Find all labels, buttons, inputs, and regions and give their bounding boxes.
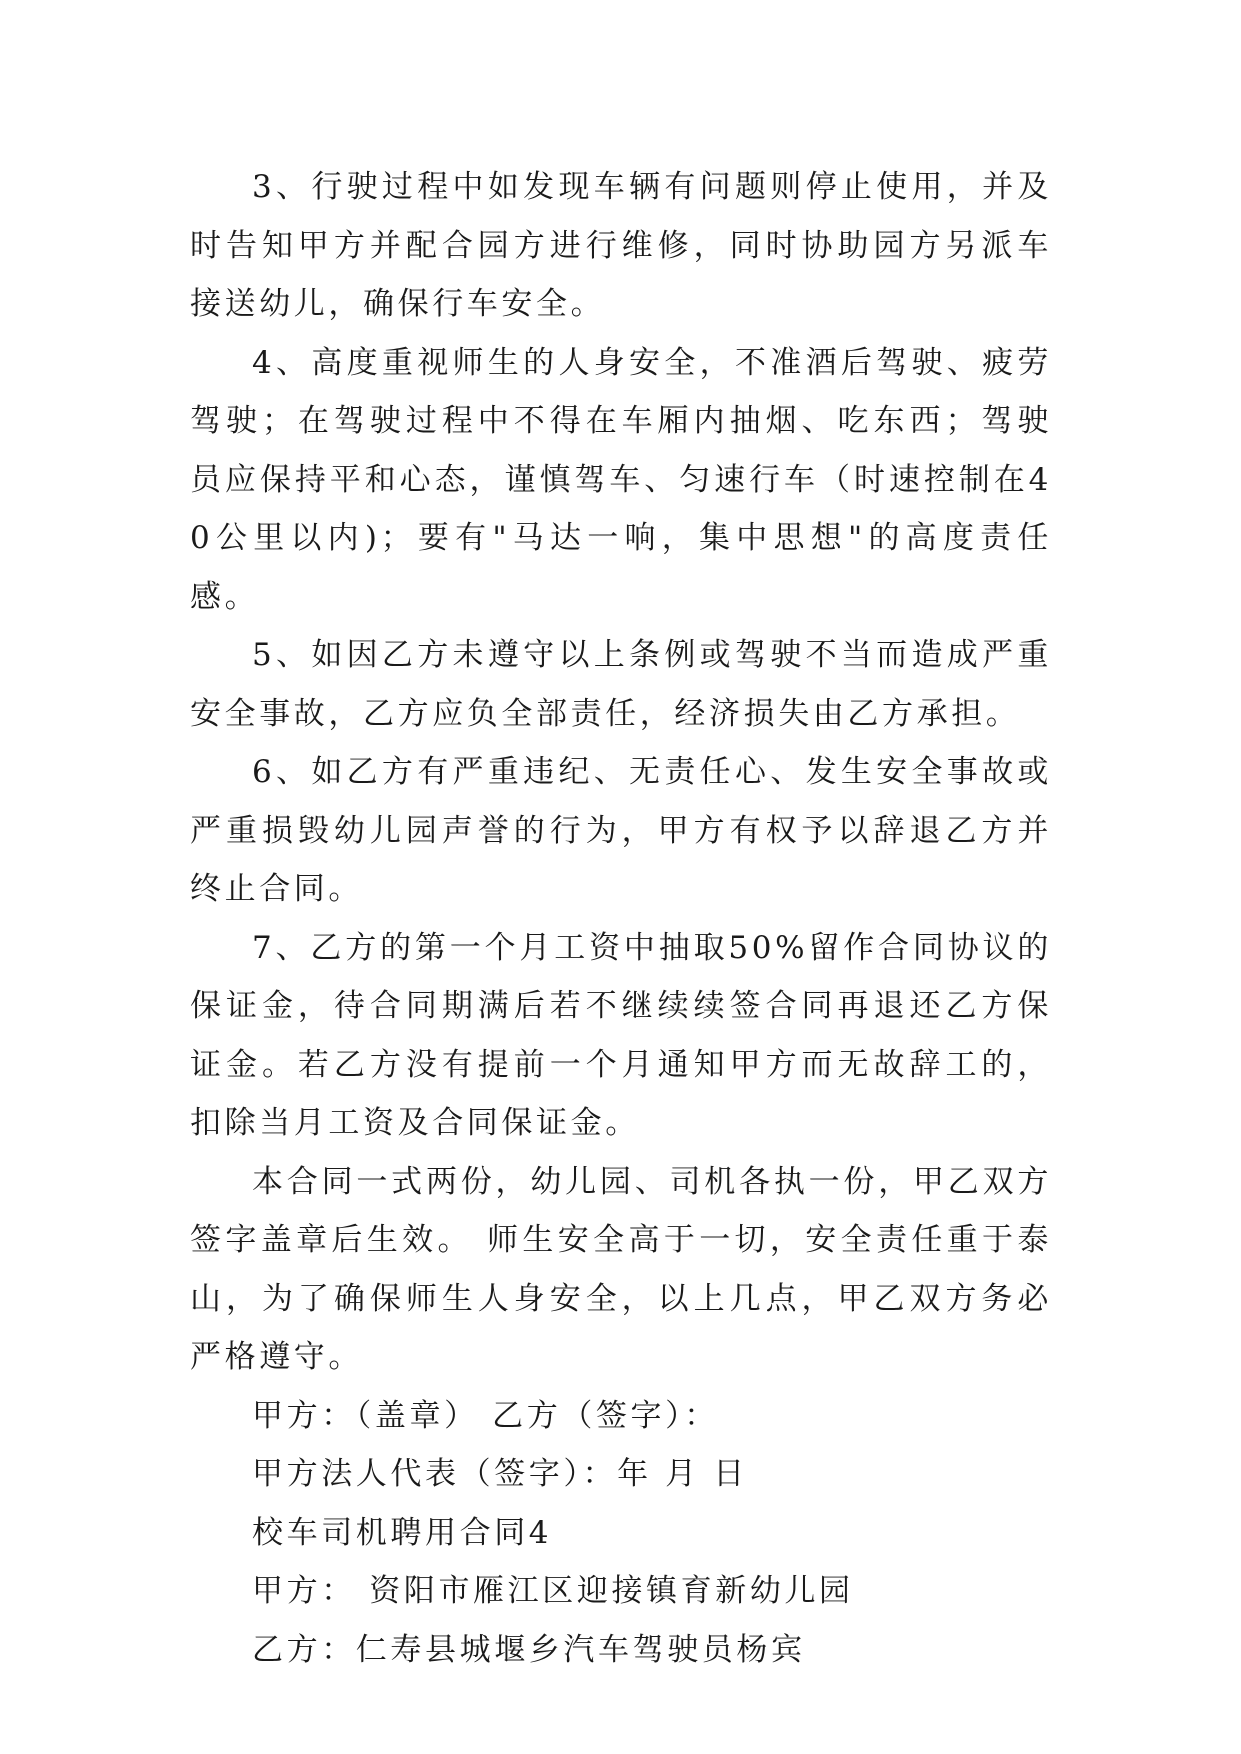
signature-parties-line: 甲方：（盖章） 乙方（签字）： [252, 1397, 719, 1434]
clause-6: 6、如乙方有严重违纪、无责任心、发生安全事故或严重损毁幼儿园声誉的行为，甲方有权予以辞退乙方并终止合同。 [190, 754, 1052, 907]
signature-legal-rep-line: 甲方法人代表（签字）：年 月 日 [252, 1456, 748, 1492]
document-body [190, 158, 1052, 1679]
clause-7: 7、乙方的第一个月工资中抽取50%留作合同协议的保证金，待合同期满后若不继续续签合同再退还乙方保证金。若乙方没有提前一个月通知甲方而无故辞工的，扣除当月工资及合同保证金。 [190, 929, 1052, 1141]
next-contract-party-a: 甲方： 资阳市雁江区迎接镇育新幼儿园 [252, 1573, 854, 1609]
clause-4: 4、高度重视师生的人身安全，不准酒后驾驶、疲劳驾驶；在驾驶过程中不得在车厢内抽烟、吃东西；驾驶员应保持平和心态，谨慎驾车、匀速行车（时速控制在40公里以内)；要有"马达一响，集中思想"的高度责任感。 [190, 344, 1052, 615]
contract-closing-paragraph: 本合同一式两份，幼儿园、司机各执一份，甲乙双方签字盖章后生效。 师生安全高于一切，安全责任重于泰山，为了确保师生人身安全，以上几点，甲乙双方务必严格遵守。 [190, 1163, 1052, 1375]
next-contract-party-b: 乙方：仁寿县城堰乡汽车驾驶员杨宾 [252, 1631, 806, 1668]
next-contract-title: 校车司机聘用合同4 [252, 1514, 553, 1551]
clause-5: 5、如因乙方未遵守以上条例或驾驶不当而造成严重安全事故，乙方应负全部责任，经济损失由乙方承担。 [190, 637, 1052, 732]
clause-3: 3、行驶过程中如发现车辆有问题则停止使用，并及时告知甲方并配合园方进行维修，同时协助园方另派车接送幼儿，确保行车安全。 [190, 169, 1052, 322]
